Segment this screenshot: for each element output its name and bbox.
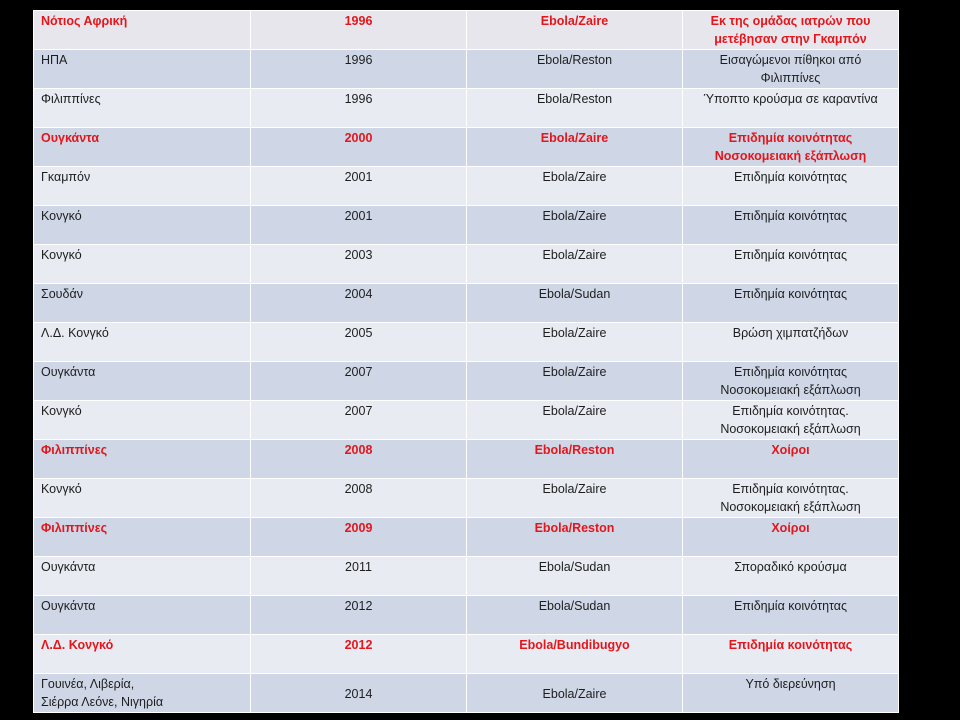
notes-cell: Χοίροι (683, 518, 899, 557)
notes-cell: Χοίροι (683, 440, 899, 479)
strain-cell: Ebola/Bundibugyo (467, 635, 683, 674)
country-cell: Κονγκό (34, 401, 251, 440)
notes-cell: Βρώση χιμπατζήδων (683, 323, 899, 362)
table-row (34, 479, 899, 518)
country-cell: Νότιος Αφρική (34, 11, 251, 50)
strain-cell: Ebola/Zaire (467, 245, 683, 284)
year-cell: 2008 (251, 440, 467, 479)
notes-cell: Σποραδικό κρούσμα (683, 557, 899, 596)
year-cell: 1996 (251, 11, 467, 50)
year-cell: 2000 (251, 128, 467, 167)
table-row (34, 362, 899, 401)
country-cell: Φιλιππίνες (34, 440, 251, 479)
country-cell: Γκαμπόν (34, 167, 251, 206)
strain-cell: Ebola/Sudan (467, 596, 683, 635)
strain-cell: Ebola/Zaire (467, 128, 683, 167)
outbreak-table-body (34, 11, 899, 713)
year-cell: 2004 (251, 284, 467, 323)
year-cell: 2003 (251, 245, 467, 284)
strain-cell: Ebola/Zaire (467, 401, 683, 440)
year-cell: 2007 (251, 362, 467, 401)
table-row (34, 674, 899, 713)
notes-cell: Επιδημία κοινότητας (683, 596, 899, 635)
table-row (34, 323, 899, 362)
table-row (34, 128, 899, 167)
table-row (34, 206, 899, 245)
table-row (34, 50, 899, 89)
country-cell: Φιλιππίνες (34, 518, 251, 557)
strain-cell: Ebola/Zaire (467, 11, 683, 50)
notes-cell: Υπό διερεύνηση (683, 674, 899, 713)
country-cell: Σουδάν (34, 284, 251, 323)
notes-cell: Επιδημία κοινότητας (683, 167, 899, 206)
notes-cell: Επιδημία κοινότητας (683, 635, 899, 674)
country-cell: Ουγκάντα (34, 596, 251, 635)
country-cell: Ουγκάντα (34, 362, 251, 401)
country-cell: Γουινέα, Λιβερία, Σιέρρα Λεόνε, Νιγηρία (34, 674, 251, 713)
table-row (34, 89, 899, 128)
country-cell: Ουγκάντα (34, 557, 251, 596)
country-cell: Κονγκό (34, 245, 251, 284)
table-row (34, 635, 899, 674)
notes-cell: Επιδημία κοινότητας. Νοσοκομειακή εξάπλωση (683, 479, 899, 518)
strain-cell: Ebola/Zaire (467, 674, 683, 713)
outbreak-table (33, 10, 899, 713)
notes-cell: Επιδημία κοινότητας. Νοσοκομειακή εξάπλωση (683, 401, 899, 440)
country-cell: ΗΠΑ (34, 50, 251, 89)
notes-cell: Επιδημία κοινότητας Νοσοκομειακή εξάπλωση (683, 128, 899, 167)
table-row (34, 167, 899, 206)
year-cell: 2005 (251, 323, 467, 362)
strain-cell: Ebola/Zaire (467, 167, 683, 206)
year-cell: 2014 (251, 674, 467, 713)
year-cell: 2007 (251, 401, 467, 440)
strain-cell: Ebola/Zaire (467, 206, 683, 245)
year-cell: 2009 (251, 518, 467, 557)
notes-cell: Επιδημία κοινότητας (683, 284, 899, 323)
notes-cell: Ύποπτο κρούσμα σε καραντίνα (683, 89, 899, 128)
notes-cell: Επιδημία κοινότητας Νοσοκομειακή εξάπλωση (683, 362, 899, 401)
country-cell: Φιλιππίνες (34, 89, 251, 128)
notes-cell: Επιδημία κοινότητας (683, 206, 899, 245)
notes-cell: Επιδημία κοινότητας (683, 245, 899, 284)
year-cell: 2011 (251, 557, 467, 596)
strain-cell: Ebola/Zaire (467, 362, 683, 401)
strain-cell: Ebola/Reston (467, 518, 683, 557)
table-row (34, 596, 899, 635)
notes-cell: Εκ της ομάδας ιατρών που μετέβησαν στην Γκαμπόν (683, 11, 899, 50)
country-cell: Κονγκό (34, 206, 251, 245)
strain-cell: Ebola/Reston (467, 89, 683, 128)
country-cell: Λ.Δ. Κονγκό (34, 323, 251, 362)
year-cell: 2001 (251, 206, 467, 245)
year-cell: 2001 (251, 167, 467, 206)
table-row (34, 11, 899, 50)
year-cell: 1996 (251, 50, 467, 89)
table-row (34, 518, 899, 557)
country-cell: Κονγκό (34, 479, 251, 518)
country-cell: Λ.Δ. Κονγκό (34, 635, 251, 674)
table-row (34, 284, 899, 323)
strain-cell: Ebola/Reston (467, 440, 683, 479)
year-cell: 1996 (251, 89, 467, 128)
year-cell: 2008 (251, 479, 467, 518)
strain-cell: Ebola/Sudan (467, 557, 683, 596)
year-cell: 2012 (251, 635, 467, 674)
table-row (34, 401, 899, 440)
year-cell: 2012 (251, 596, 467, 635)
country-cell: Ουγκάντα (34, 128, 251, 167)
strain-cell: Ebola/Zaire (467, 479, 683, 518)
strain-cell: Ebola/Sudan (467, 284, 683, 323)
table-row (34, 245, 899, 284)
notes-cell: Εισαγώμενοι πίθηκοι από Φιλιππίνες (683, 50, 899, 89)
strain-cell: Ebola/Zaire (467, 323, 683, 362)
strain-cell: Ebola/Reston (467, 50, 683, 89)
table-row (34, 557, 899, 596)
table-row (34, 440, 899, 479)
